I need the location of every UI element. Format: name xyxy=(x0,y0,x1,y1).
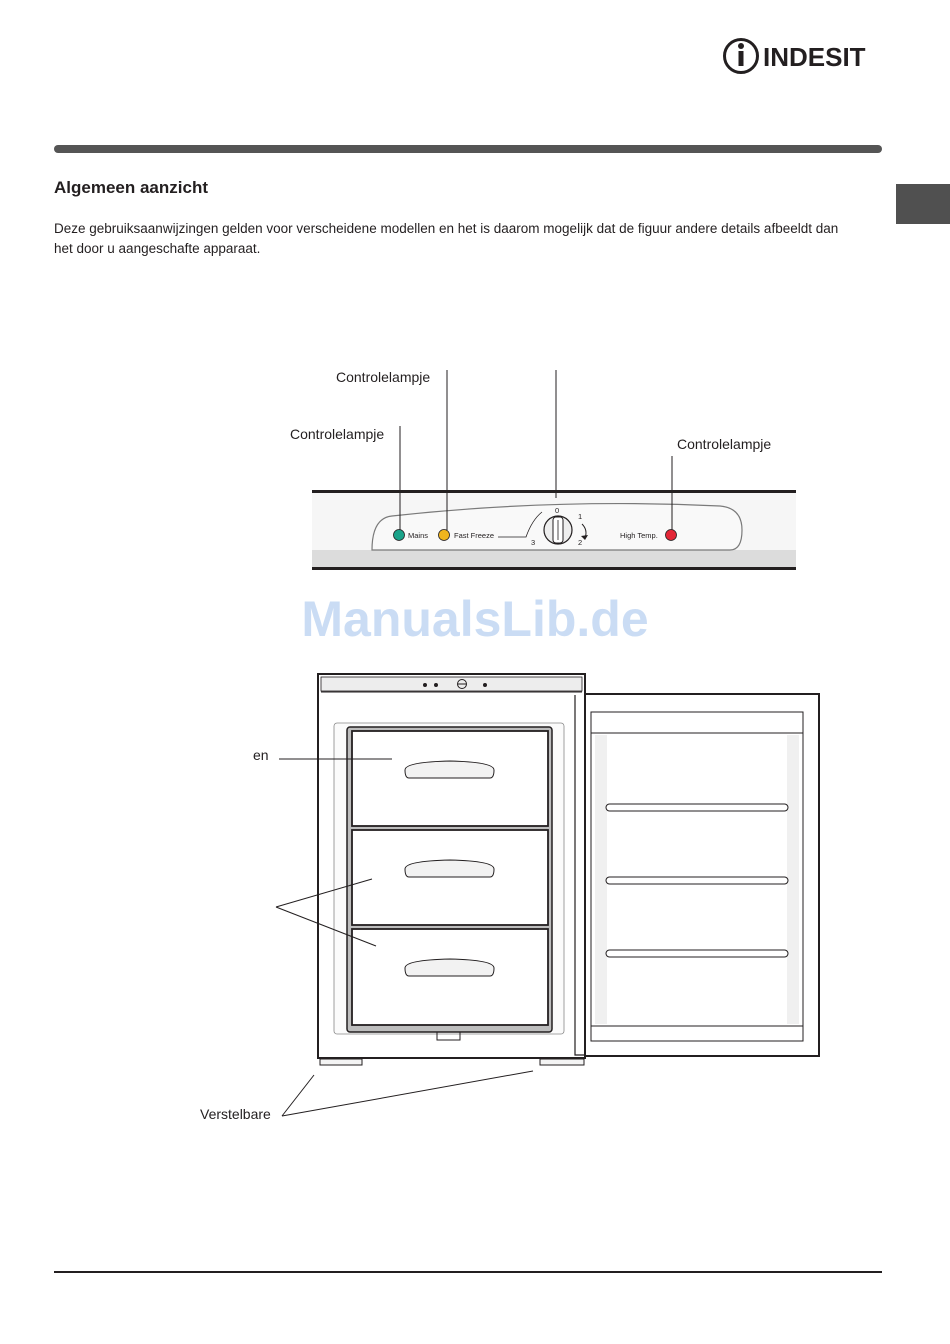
dial-mark-3: 3 xyxy=(531,538,536,547)
fast-freeze-lamp-label: Controlelampje xyxy=(336,369,431,385)
watermark: ManualsLib.de xyxy=(301,591,649,647)
dial-mark-0: 0 xyxy=(555,506,560,515)
intro-paragraph: Deze gebruiksaanwijzingen gelden voor verscheidene modellen en het is daarom mogelijk dat de figuur andere details afbeeldt dan het door u aangeschafte apparaat. xyxy=(54,221,839,256)
bottom-divider xyxy=(54,1271,882,1273)
basket-label: en xyxy=(253,747,269,763)
mains-lamp-label: Controlelampje xyxy=(290,426,385,442)
control-panel-drawing xyxy=(312,490,796,570)
fast-freeze-panel-label: Fast Freeze xyxy=(454,531,495,540)
high-temp-lamp-icon xyxy=(666,530,677,541)
mains-panel-label: Mains xyxy=(408,531,429,540)
high-temp-lamp-label: Controlelampje xyxy=(677,436,772,452)
svg-text:INDESIT: INDESIT xyxy=(763,42,866,72)
mains-lamp-icon xyxy=(394,530,405,541)
dial-mark-1: 1 xyxy=(578,512,583,521)
section-title: Algemeen aanzicht xyxy=(54,178,208,197)
high-temp-panel-label: High Temp. xyxy=(620,531,658,540)
fast-freeze-lamp-icon xyxy=(439,530,450,541)
dial-mark-2: 2 xyxy=(578,538,583,547)
feet-label: Verstelbare xyxy=(200,1106,271,1122)
freezer-drawing xyxy=(318,674,819,1065)
